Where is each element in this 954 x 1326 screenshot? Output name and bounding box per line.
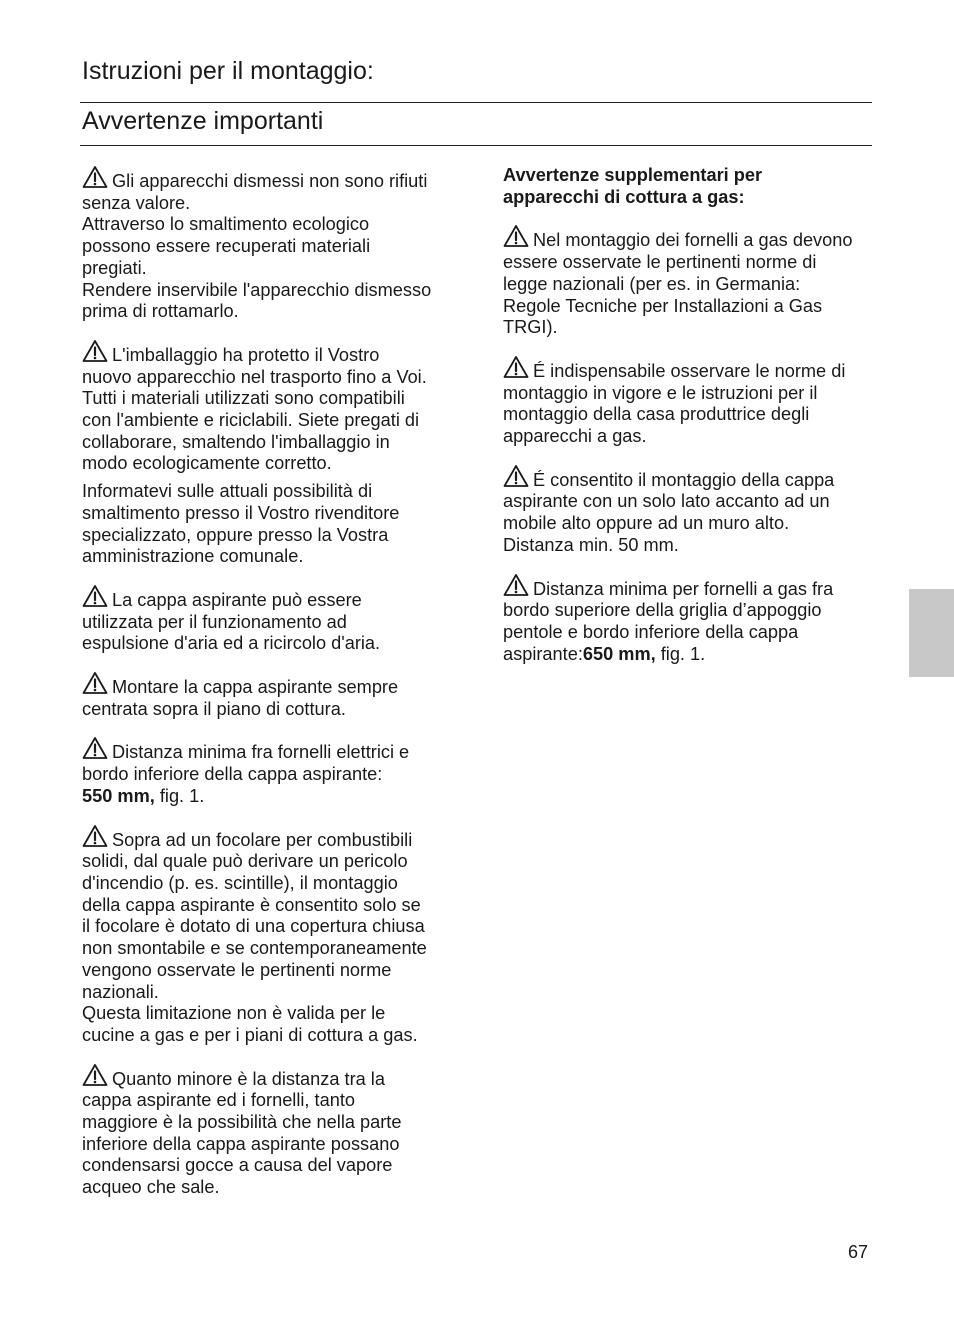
paragraph [82,824,452,1047]
text-line [503,491,875,513]
line-text: Questa limitazione non è valida per le [82,1003,386,1024]
line-text: Quanto minore è la distanza tra la [112,1068,385,1089]
text-line [82,258,452,280]
warning-triangle-icon [503,224,529,248]
text-line [503,622,875,644]
warning-triangle-icon [82,165,108,189]
text-line [82,388,452,410]
text-line [503,600,875,622]
text-line [82,1177,452,1199]
warning-triangle-icon [503,355,529,379]
paragraph [503,573,875,666]
text-line [82,982,452,1004]
line-text: Nel montaggio dei fornelli a gas devono [533,230,853,251]
warning-triangle-icon [503,464,529,488]
text-line [82,873,452,895]
text-line [82,824,452,852]
line-text: smaltimento presso il Vostro rivenditore [82,502,400,523]
warning-triangle-icon [82,584,108,608]
text-line [82,584,452,612]
paragraph [82,584,452,655]
title-divider [80,102,872,103]
line-text: Tutti i materiali utilizzati sono compatibili [82,388,405,409]
left-column [82,165,452,1215]
page-title: Istruzioni per il montaggio: [82,57,374,85]
text-line [82,280,452,302]
distance-value-line [503,644,875,666]
text-line [82,1112,452,1134]
line-text: centrata sopra il piano di cottura. [82,698,346,719]
line-text: utilizzata per il funzionamento ad [82,611,347,632]
line-text: bordo inferiore della cappa aspirante: [82,764,383,785]
line-text: pregiati. [82,257,147,278]
text-line [82,481,452,503]
text-line [82,1155,452,1177]
line-text: il focolare è dotato di una copertura chiusa [82,916,425,937]
line-text: Sopra ad un focolare per combustibili [112,829,413,850]
line-text: collaborare, smaltendo l'imballaggio in [82,431,390,452]
distance-value [583,644,705,664]
text-line [82,214,452,236]
line-text: d'incendio (p. es. scintille), il montaggio [82,872,398,893]
section-title: Avvertenze importanti [82,107,324,135]
text-line: fig. 1. [655,643,706,664]
line-text: Attraverso lo smaltimento ecologico [82,214,370,235]
text-line [82,236,452,258]
line-text: Avvertenze supplementari per [503,165,763,185]
text-line: 550 mm, [82,785,155,806]
text-line [503,355,875,383]
line-text: non smontabile e se contemporaneamente [82,938,427,959]
text-line [82,410,452,432]
text-line [503,224,875,252]
line-text: possono essere recuperati materiali [82,236,371,257]
warning-triangle-icon [82,339,108,363]
section-divider [80,145,872,146]
line-text: Distanza minima fra fornelli elettrici e [112,742,410,763]
line-text: Montare la cappa aspirante sempre [112,677,399,698]
line-text: solidi, dal quale può derivare un pericolo [82,851,408,872]
text-line [82,612,452,634]
page-number: 67 [848,1242,869,1262]
text-line [82,546,452,568]
text-line [503,426,875,448]
text-line [82,1003,452,1025]
text-line [82,1063,452,1091]
text-line [82,503,452,525]
text-line [82,736,452,764]
text-line [82,165,452,193]
text-line [503,573,875,601]
text-line [82,764,452,786]
line-text: Rendere inservibile l'apparecchio dismesso [82,279,432,300]
warning-triangle-icon [82,671,108,695]
line-text: TRGI). [503,317,558,338]
text-line [82,367,452,389]
line-text: cucine a gas e per i piani di cottura a gas. [82,1024,418,1045]
text-line [82,895,452,917]
text-line [82,938,452,960]
line-text: bordo superiore della griglia d’appoggio [503,600,822,621]
line-text: La cappa aspirante può essere [112,589,362,610]
line-text: modo ecologicamente corretto. [82,453,332,474]
paragraph [503,224,875,339]
text-line [82,1025,452,1047]
line-text: apparecchi di cottura a gas: [503,186,745,207]
line-text: nazionali. [82,981,159,1002]
line-text: amministrazione comunale. [82,546,304,567]
paragraph [82,671,452,720]
line-text: pentole e bordo inferiore della cappa [503,621,799,642]
text-line [503,513,875,535]
line-text: É consentito il montaggio della cappa [533,469,835,490]
text-line [503,296,875,318]
line-text: maggiore è la possibilità che nella parte [82,1112,402,1133]
line-text: essere osservate le pertinenti norme di [503,252,817,273]
paragraph [82,736,452,807]
warning-triangle-icon [82,736,108,760]
supplementary-heading [503,165,875,208]
text-line [82,1090,452,1112]
text-line [503,165,875,187]
text-line [82,916,452,938]
line-text: L'imballaggio ha protetto il Vostro [112,344,380,365]
text-line [82,193,452,215]
right-column [503,165,875,681]
text-line [82,1134,452,1156]
paragraph [503,355,875,448]
text-line [503,464,875,492]
line-text: vengono osservate le pertinenti norme [82,959,392,980]
paragraph [82,1063,452,1199]
line-text: apparecchi a gas. [503,426,647,447]
text-line [82,960,452,982]
text-line: aspirante: [503,643,583,664]
line-text: con l'ambiente e riciclabili. Siete pregati di [82,410,420,431]
line-text: acqueo che sale. [82,1177,220,1198]
paragraph [82,481,452,568]
line-text: É indispensabile osservare le norme di [533,360,846,381]
paragraph [503,464,875,557]
warning-triangle-icon [82,1063,108,1087]
line-text: mobile alto oppure ad un muro alto. [503,513,790,534]
warning-triangle-icon [82,824,108,848]
line-text: inferiore della cappa aspirante possano [82,1133,400,1154]
line-text: Distanza minima per fornelli a gas fra [533,578,834,599]
text-line [503,252,875,274]
line-text: prima di rottamarlo. [82,301,239,322]
line-text: Gli apparecchi dismessi non sono rifiuti [112,171,428,191]
text-line [503,535,875,557]
distance-value-line [82,786,452,808]
text-line: 650 mm, [582,643,656,664]
line-text: nuovo apparecchio nel trasporto fino a Voi. [82,366,427,387]
text-line [503,383,875,405]
text-line [82,301,452,323]
paragraph [82,339,452,475]
line-text: Regole Tecniche per Installazioni a Gas [503,295,823,316]
text-line: fig. 1. [154,785,205,806]
line-text: aspirante con un solo lato accanto ad un [503,491,830,512]
text-line [82,453,452,475]
paragraph [82,165,452,323]
line-text: della cappa aspirante è consentito solo se [82,894,421,915]
line-text: condensarsi gocce a causa del vapore [82,1155,393,1176]
text-line [82,699,452,721]
text-line [503,187,875,209]
warning-triangle-icon [503,573,529,597]
line-text: cappa aspirante ed i fornelli, tanto [82,1090,355,1111]
line-text: specializzato, oppure presso la Vostra [82,524,389,545]
text-line [82,671,452,699]
line-text: montaggio in vigore e le istruzioni per il [503,382,818,403]
text-line [82,432,452,454]
text-line [82,525,452,547]
text-line [503,404,875,426]
line-text: montaggio della casa produttrice degli [503,404,810,425]
text-line [503,317,875,339]
text-line [82,851,452,873]
line-text: Informatevi sulle attuali possibilità di [82,481,373,502]
section-tab-marker [909,589,954,677]
line-text: senza valore. [82,192,191,213]
line-text: Distanza min. 50 mm. [503,534,679,555]
line-text: legge nazionali (per es. in Germania: [503,273,801,294]
text-line [82,633,452,655]
text-line [503,274,875,296]
line-text: espulsione d'aria ed a ricircolo d'aria. [82,633,381,654]
text-line [82,339,452,367]
